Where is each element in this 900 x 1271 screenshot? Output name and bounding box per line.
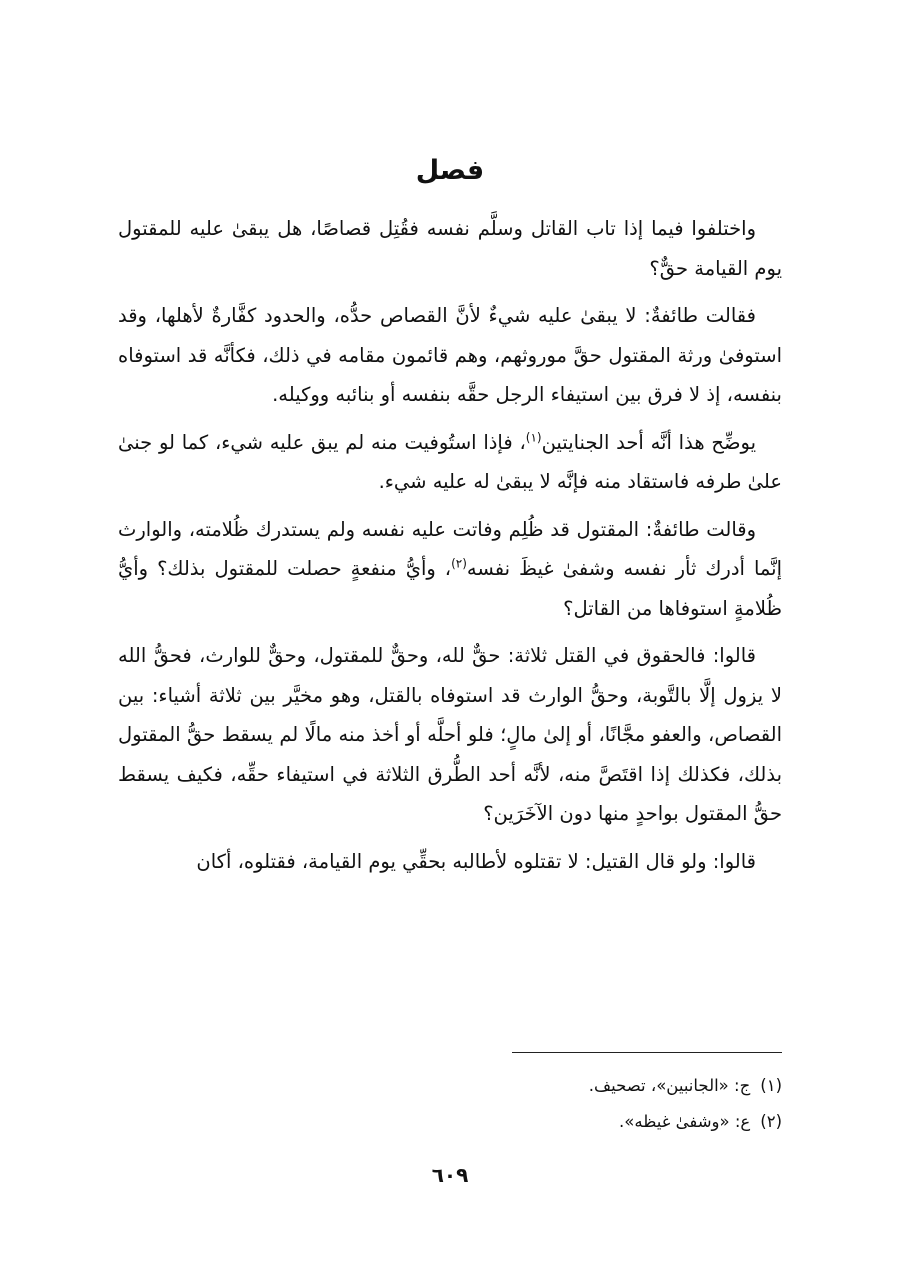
paragraph-3: [118, 423, 782, 502]
book-page: [118, 0, 782, 1271]
paragraph-1: [118, 209, 782, 288]
paragraph-4: [118, 510, 782, 629]
footnote-1: [118, 1068, 782, 1104]
paragraph-2: [118, 296, 782, 415]
paragraph-3-text-a: يوضِّح هذا أنَّه أحد الجنايتين: [541, 430, 756, 454]
footnote-2-text: ع: «وشفىٰ غيظه».: [619, 1112, 751, 1131]
footnote-divider: [512, 1052, 782, 1053]
paragraph-1-text: واختلفوا فيما إذا تاب القاتل وسلَّم نفسه فقُتِل قصاصًا، هل يبقىٰ عليه للمقتول يوم القيامة حقٌّ؟: [118, 217, 782, 280]
paragraph-3-text-b: ، فإذا استُوفيت منه لم يبق عليه شيء، كما لو جنىٰ علىٰ طرفه فاستقاد منه فإنَّه لا يبقىٰ له عليه شيء.: [118, 430, 782, 493]
footnote-ref-2: (٢): [451, 556, 467, 571]
page-number: ٦٠٩: [431, 1163, 469, 1187]
paragraph-4-text: وقالت طائفةٌ: المقتول قد ظُلِم وفاتت عليه نفسه ولم يستدرك ظُلامته، والوارث إنَّما أدرك ثأر نفسه وشفىٰ غيظَ نفسه$^{(٢)}$، وأيُّ منفعةٍ حصلت للمقتول بذلك؟ وأيُّ ظُلامةٍ استوفاها من القاتل؟: [118, 517, 782, 620]
footnote-1-number: (١): [760, 1076, 782, 1095]
paragraph-6-text: قالوا: ولو قال القتيل: لا تقتلوه لأطالبه بحقِّي يوم القيامة، فقتلوه، أكان: [196, 849, 756, 873]
footnotes: [118, 1068, 782, 1140]
footnote-ref-1: (١): [525, 430, 542, 444]
footnote-2: [118, 1104, 782, 1140]
footnote-2-number: (٢): [760, 1112, 782, 1131]
paragraph-6: [118, 842, 782, 882]
paragraph-2-text: فقالت طائفةٌ: لا يبقىٰ عليه شيءٌ لأنَّ القصاص حدُّه، والحدود كفَّارةٌ لأهلها، وقد استوفىٰ ورثة المقتول حقَّ موروثهم، وهم قائمون مقامه في ذلك، فكأنَّه قد استوفاه بنفسه، إذ لا فرق بين استيفاء الرجل حقَّه بنفسه أو بنائبه ووكيله.: [118, 304, 782, 406]
paragraph-5-text: قالوا: فالحقوق في القتل ثلاثة: حقٌّ لله، وحقٌّ للمقتول، وحقٌّ للوارث، فحقُّ الله لا يزول إلَّا بالتَّوبة، وحقُّ الوارث قد استوفاه بالقتل، وهو مخيَّر بين ثلاثة أشياء: بين القصاص، والعفو مجَّانًا، أو إلىٰ مالٍ؛ فلو أحلَّه أو أخذ منه مالًا لم يسقط حقُّ المقتول بذلك، فكذلك إذا اقتَصَّ منه، لأنَّه أحد الطُّرق الثلاثة في استيفاء حقِّه، فكيف يسقط حقُّ المقتول بواحدٍ منها دون الآخَرَين؟: [118, 644, 782, 825]
body-text: [118, 209, 782, 889]
section-heading: فصل: [415, 155, 485, 186]
paragraph-5: [118, 636, 782, 834]
footnote-1-text: ج: «الجانبين»، تصحيف.: [588, 1076, 751, 1095]
